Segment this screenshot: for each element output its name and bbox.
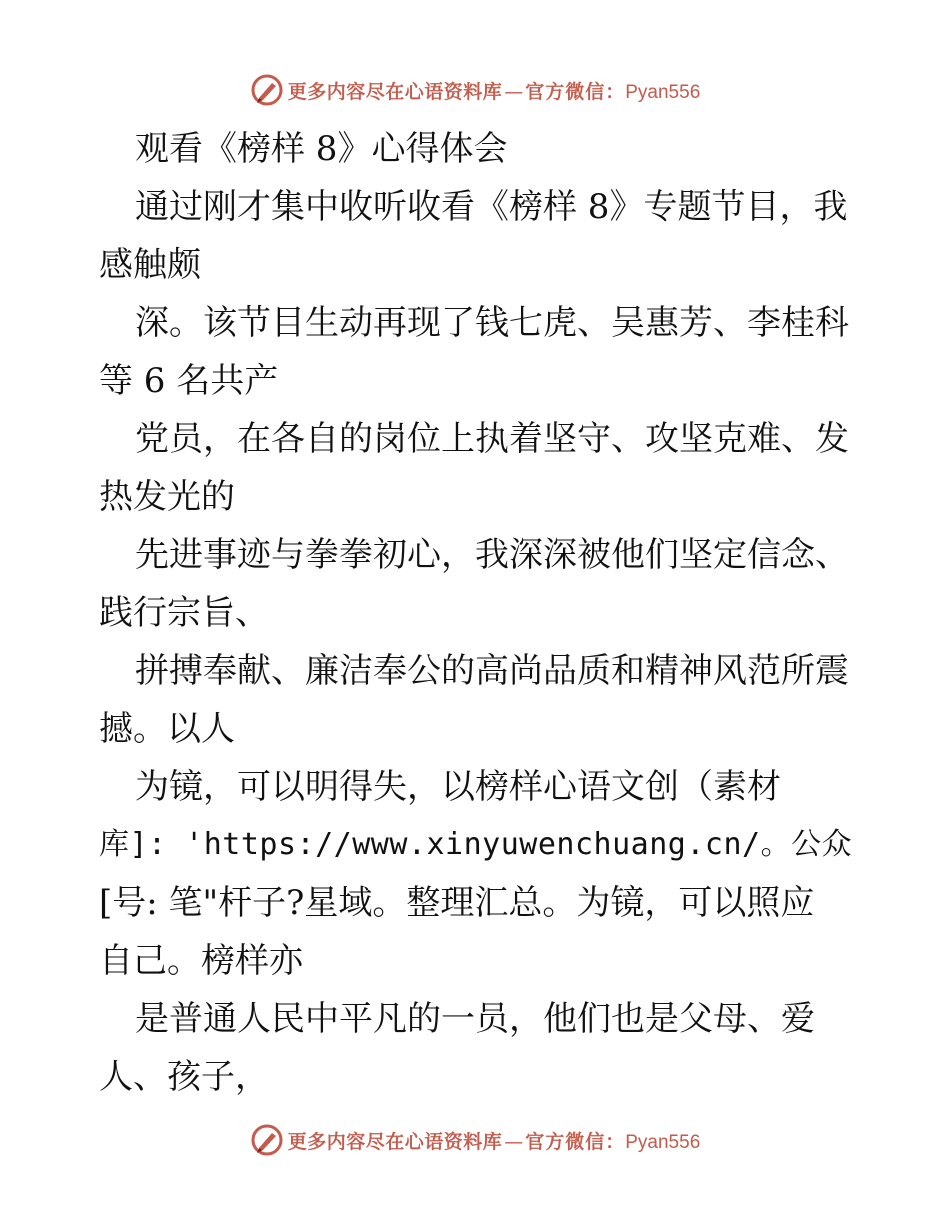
document-title: 观看《榜样 8》心得体会 (135, 129, 508, 169)
paragraph-line: 通过刚才集中收听收看《榜样 8》专题节目，我 (135, 187, 848, 227)
banner-wechat-id: Pyan556 (625, 81, 701, 103)
paragraph-line: [号: 笔"杆子?星域。整理汇总。为镜，可以照应 (99, 883, 815, 923)
paragraph-line: 践行宗旨、 (99, 593, 269, 633)
banner-text: 更多内容尽在心语资料库 (287, 80, 503, 103)
paragraph-line-url: 库]: 'https://www.xinyuwenchuang.cn/。公众 (99, 827, 853, 862)
banner-label: 官方微信： (525, 1130, 626, 1153)
paragraph-line: 人、孩子， (99, 1057, 269, 1097)
paragraph-line: 撼。以人 (99, 709, 235, 749)
banner-wechat-id: Pyan556 (625, 1131, 701, 1153)
banner-text: 更多内容尽在心语资料库 (287, 1130, 503, 1153)
footer-banner (0, 1120, 950, 1160)
paragraph-line: 先进事迹与拳拳初心，我深深被他们坚定信念、 (135, 535, 849, 575)
banner-label: 官方微信： (525, 80, 626, 103)
paragraph-line: 党员，在各自的岗位上执着坚守、攻坚克难、发 (135, 419, 849, 459)
header-banner (0, 70, 950, 110)
banner-separator: — (504, 80, 524, 103)
paragraph-line: 自己。榜样亦 (99, 941, 303, 981)
paragraph-line: 深。该节目生动再现了钱七虎、吴惠芳、李桂科 (135, 303, 849, 343)
paragraph-line: 热发光的 (99, 477, 235, 517)
document-body (99, 120, 859, 1106)
pen-logo-icon (250, 1123, 284, 1157)
paragraph-line: 拼搏奉献、廉洁奉公的高尚品质和精神风范所震 (135, 651, 849, 691)
paragraph-line: 为镜，可以明得失，以榜样心语文创（素材 (135, 767, 781, 807)
paragraph-line: 等 6 名共产 (99, 361, 279, 401)
banner-separator: — (504, 1130, 524, 1153)
pen-logo-icon (250, 73, 284, 107)
paragraph-line: 感触颇 (99, 245, 201, 285)
paragraph-line: 是普通人民中平凡的一员，他们也是父母、爱 (135, 999, 815, 1039)
